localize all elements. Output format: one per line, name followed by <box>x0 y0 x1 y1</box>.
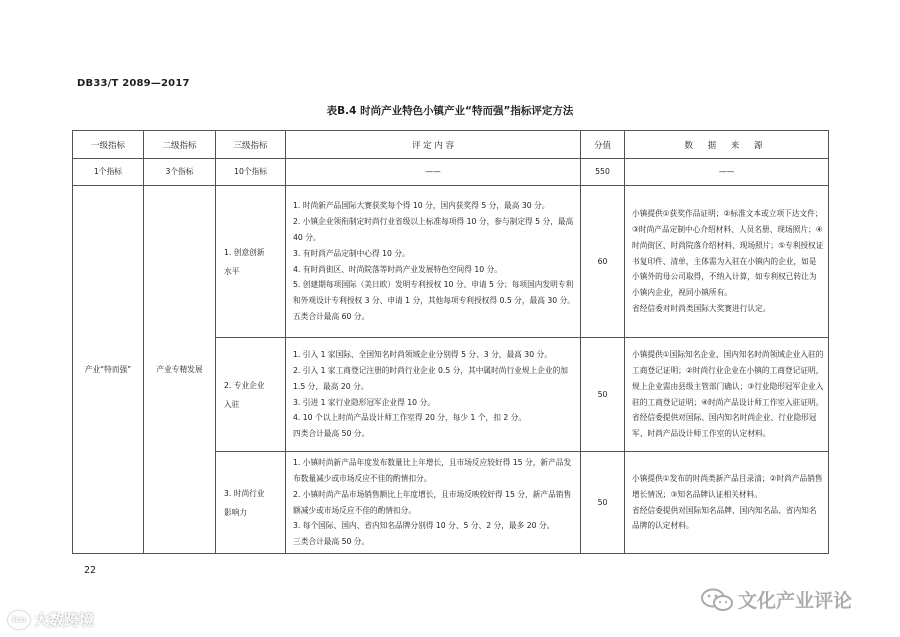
content-line: 2. 小镇时尚产品市场销售额比上年度增长，且市场反映较好得 15 分，新产品销售额减少或市场反应不佳的酌情扣分。 <box>293 489 572 515</box>
content-line: 3. 有时尚产品定制中心得 10 分。 <box>293 248 410 258</box>
content-line: 3. 每个国际、国内、省内知名品牌分别得 10 分、5 分、2 分，最多 20 分。 <box>293 521 555 531</box>
watermark-right <box>700 586 852 613</box>
content-cell <box>286 452 581 554</box>
table-row <box>73 186 829 338</box>
summary-score: 550 <box>581 159 625 186</box>
content-line: 5. 创建期每项国际（美日欧）发明专利授权 10 分、申请 5 分；每项国内发明专利和外观设计专利授权 3 分、申请 1 分，其他每项专利授权得 0.5 分，最高 30 分。 <box>293 280 575 306</box>
source-line: 小镇提供①获奖作品证明；②标准文本或立项下达文件；③时尚产品定制中心介绍材料、人员名册、现场照片；④时尚街区、时尚院落介绍材料、现场照片；⑤专利授权证书复印件、清单，主体需为入驻在小镇内的企业，如是小镇外的母公司取得，不纳入计算，如专利权已转让为小镇内企业，视同小镇所有。 <box>632 209 824 298</box>
source-line: 省经信委对时尚类国际大奖赛进行认定。 <box>632 303 771 313</box>
content-line: 1. 引入 1 家国际、全国知名时尚领域企业分别得 5 分、3 分，最高 30 分。 <box>293 350 552 360</box>
content-line: 3. 引进 1 家行业隐形冠军企业得 10 分。 <box>293 397 435 407</box>
level2-cell: 产业专精发展 <box>144 186 216 554</box>
summary-level2: 3个指标 <box>144 159 216 186</box>
source-cell <box>625 186 829 338</box>
level1-cell: 产业“特而强” <box>73 186 144 554</box>
source-line: 小镇提供①国际知名企业、国内知名时尚领域企业入驻的工商登记证明；②时尚行业企业在小镇的工商登记证明，规上企业需由县级主管部门确认；③行业隐形冠军企业入驻的工商登记证明；④时尚产品设计师工作室入驻证明。 <box>632 350 824 407</box>
page-number: 22 <box>84 565 97 576</box>
header-level2: 二级指标 <box>144 131 216 159</box>
header-score: 分值 <box>581 131 625 159</box>
watermark-logo-icon: ico <box>8 611 30 629</box>
content-line: 2. 小镇企业领衔制定时尚行业省级以上标准每项得 10 分，参与制定得 5 分，最高 40 分。 <box>293 217 574 242</box>
watermark-left <box>8 609 94 630</box>
source-cell <box>625 338 829 452</box>
watermark-left-text: 大数跨境 <box>34 611 95 629</box>
summary-level1: 1个指标 <box>73 159 144 186</box>
source-line: 省经信委提供对国际、国内知名时尚企业、行业隐形冠军、时尚产品设计师工作室的认定材料。 <box>632 413 817 439</box>
table-title: 表B.4 时尚产业特色小镇产业“特而强”指标评定方法 <box>326 105 574 117</box>
score-cell: 60 <box>581 186 625 338</box>
document-code: DB33/T 2089—2017 <box>77 78 190 89</box>
summary-content: —— <box>286 159 581 186</box>
header-level1: 一级指标 <box>73 131 144 159</box>
level3-cell: 2. 专业企业入驻 <box>216 338 286 452</box>
level3-cell: 3. 时尚行业影响力 <box>216 452 286 554</box>
content-line: 三类合计最高 50 分。 <box>293 537 370 547</box>
watermark-right-text: 文化产业评论 <box>738 590 853 612</box>
summary-level3: 10个指标 <box>216 159 286 186</box>
content-line: 四类合计最高 50 分。 <box>293 429 370 439</box>
summary-source: —— <box>625 159 829 186</box>
content-line: 2. 引入 1 家工商登记注册的时尚行业企业 0.5 分，其中属时尚行业规上企业的加 1.5 分，最高 20 分。 <box>293 365 568 391</box>
header-content: 评 定 内 容 <box>286 131 581 159</box>
table-header-row <box>73 131 829 159</box>
content-cell <box>286 186 581 338</box>
source-cell <box>625 452 829 554</box>
evaluation-table <box>72 130 829 554</box>
content-line: 1. 小镇时尚新产品年度发布数量比上年增长，且市场反应较好得 15 分，新产品发布数量减少或市场反应不佳的酌情扣分。 <box>293 458 572 483</box>
content-cell <box>286 338 581 452</box>
source-line: 省经信委提供对国际知名品牌、国内知名品、省内知名品牌的认定材料。 <box>632 505 817 531</box>
content-line: 五类合计最高 60 分。 <box>293 311 370 321</box>
source-line: 小镇提供①发布的时尚类新产品目录清；②时尚产品销售增长情况；③知名品牌认证相关材料。 <box>632 473 823 499</box>
score-cell: 50 <box>581 452 625 554</box>
wechat-icon <box>700 588 734 612</box>
content-line: 4. 10 个以上时尚产品设计师工作室得 20 分，每少 1 个，扣 2 分。 <box>293 413 527 423</box>
content-line: 4. 有时尚街区、时尚院落等时尚产业发展特色空间得 10 分。 <box>293 264 502 274</box>
summary-row <box>73 159 829 186</box>
score-cell: 50 <box>581 338 625 452</box>
header-source: 数 据 来 源 <box>625 131 829 159</box>
content-line: 1. 时尚新产品国际大赛获奖每个得 10 分，国内获奖得 5 分，最高 30 分。 <box>293 201 550 211</box>
level3-cell: 1. 创意创新水平 <box>216 186 286 338</box>
header-level3: 三级指标 <box>216 131 286 159</box>
